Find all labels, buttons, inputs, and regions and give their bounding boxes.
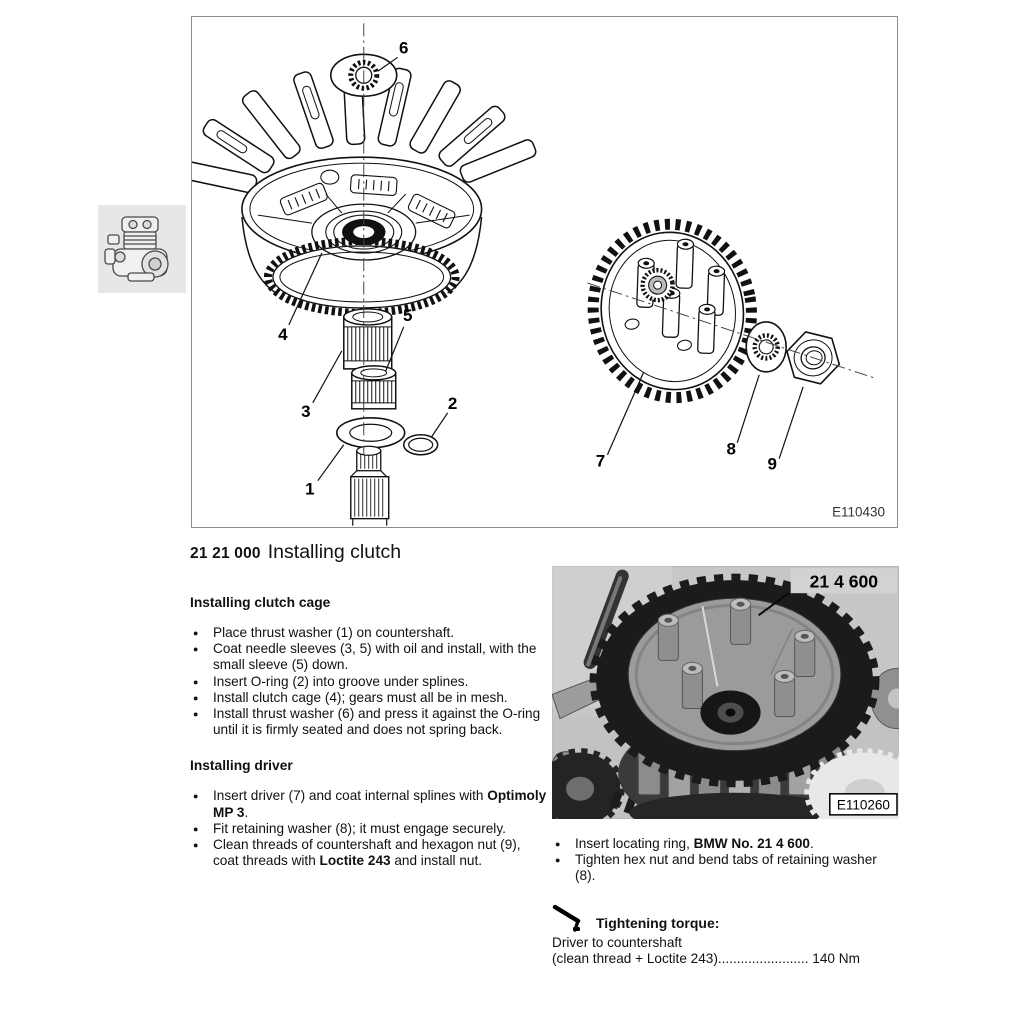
bullet-icon: ● [193, 676, 199, 687]
callout-9: 9 [767, 454, 777, 474]
callout-2: 2 [447, 393, 458, 413]
engine-sketch [98, 205, 186, 293]
page-title [190, 541, 401, 564]
needle-sleeve-part3 [344, 309, 392, 369]
clutch-photo [552, 566, 899, 819]
bullet-icon: ● [193, 644, 199, 655]
driver-steps [190, 788, 548, 869]
clutch-cage-steps [190, 625, 548, 738]
list-item: ● Coat needle sleeves (3, 5) with oil and install, with the small sleeve (5) down. [193, 641, 537, 673]
engine-thumbnail [98, 205, 186, 293]
bullet-icon: ● [193, 628, 199, 638]
thrust-washer-part1 [337, 418, 405, 448]
tool-label: 21 4 600 [809, 571, 878, 592]
list-item: ● Install clutch cage (4); gears must all be in mesh. [193, 689, 508, 705]
list-item: ● Tighten hex nut and bend tabs of retaining washer (8). [555, 852, 877, 884]
needle-sleeve-part5 [352, 366, 396, 409]
section-title: Installing clutch [267, 541, 402, 563]
locating-ring-steps [552, 836, 899, 885]
clutch-photo-art [552, 566, 899, 819]
list-item: ● Clean threads of countershaft and hexagon nut (9), coat threads with Loctite 243 and install nut. [193, 837, 521, 869]
torque-spec: (clean thread + Loctite 243)........................ 140 Nm [552, 950, 860, 966]
callout-8: 8 [726, 439, 736, 459]
exploded-diagram-figure [191, 16, 898, 528]
callout-4: 4 [278, 324, 288, 344]
left-column [190, 595, 548, 869]
clutch-exploded-drawing [192, 17, 897, 527]
clutch-cage-part4 [192, 66, 537, 313]
callout-5: 5 [402, 305, 413, 325]
callout-1: 1 [305, 479, 315, 499]
bullet-icon: ● [555, 839, 561, 849]
list-item: ● Install thrust washer (6) and press it against the O-ring until it is firmly seated and does not spring back. [193, 706, 541, 738]
list-item: ● Place thrust washer (1) on countershaft. [193, 625, 455, 640]
retaining-washer-part8 [746, 322, 786, 372]
countershaft [351, 446, 389, 525]
tightening-torque-block [552, 904, 899, 967]
list-item: ● Insert O-ring (2) into groove under splines. [193, 673, 469, 689]
torque-item: Driver to countershaft [552, 934, 682, 950]
o-ring-part2 [404, 435, 438, 455]
bullet-icon: ● [193, 840, 199, 851]
right-column [552, 566, 899, 967]
bullet-icon: ● [555, 855, 561, 866]
callout-6: 6 [398, 38, 409, 58]
bullet-icon: ● [193, 791, 199, 802]
bullet-icon: ● [193, 709, 199, 720]
figure-code: E110430 [832, 504, 886, 520]
section-code: 21 21 000 [190, 545, 261, 562]
bullet-icon: ● [193, 823, 199, 834]
subsection-title-clutch-cage: Installing clutch cage [190, 595, 331, 610]
callout-3: 3 [301, 401, 311, 421]
bullet-icon: ● [193, 692, 199, 703]
torque-wrench-icon [552, 904, 588, 932]
subsection-title-driver: Installing driver [190, 758, 293, 774]
photo-code: E110260 [836, 797, 890, 813]
list-item: ● Insert driver (7) and coat internal splines with Optimoly MP 3. [193, 788, 547, 820]
torque-title: Tightening torque: [596, 915, 720, 932]
list-item: ● Insert locating ring, BMW No. 21 4 600. [555, 836, 814, 851]
list-item: ● Fit retaining washer (8); it must engage securely. [193, 820, 506, 836]
callout-7: 7 [595, 451, 606, 471]
